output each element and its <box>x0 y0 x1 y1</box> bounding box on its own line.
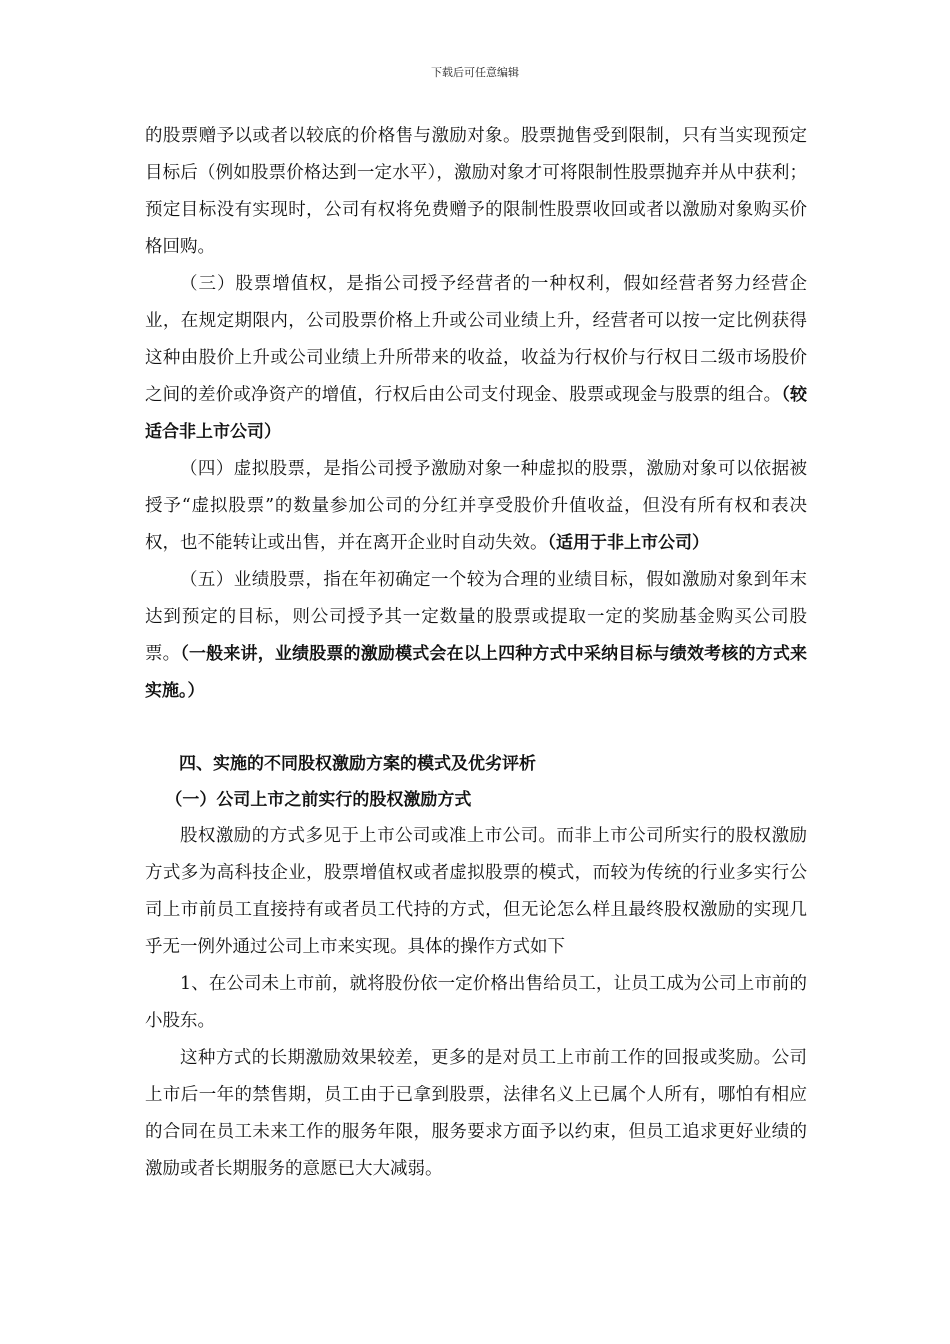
bold-note: （较适合非上市公司） <box>145 385 808 442</box>
paragraph-text: （三）股票增值权，是指公司授予经营者的一种权利，假如经营者努力经营企业，在规定期限内，公司股票价格上升或公司业绩上升，经营者可以按一定比例获得这种由股价上升或公司业绩上升所带来的收益，收益为行权价与行权日二级市场股价之间的差价或净资产的增值，行权后由公司支付现金、股票或现金与股票的组合。 <box>145 274 807 405</box>
bold-note: （一般来讲，业绩股票的激励模式会在以上四种方式中采纳目标与绩效考核的方式来实施。） <box>145 644 807 701</box>
spacer <box>145 710 807 746</box>
paragraph-text: （四）虚拟股票，是指公司授予激励对象一种虚拟的股票，激励对象可以依据被授予“虚拟股票”的数量参加公司的分红并享受股价升值收益，但没有所有权和表决权，也不能转让或出售，并在离开企业时自动失效。 <box>145 459 807 553</box>
paragraph-text: （五）业绩股票，指在年初确定一个较为合理的业绩目标，假如激励对象到年末达到预定的目标，则公司授予其一定数量的股票或提取一定的奖励基金购买公司股票。 <box>145 570 807 664</box>
paragraph-restricted-stock-cont: 的股票赠予以或者以较底的价格售与激励对象。股票抛售受到限制，只有当实现预定目标后（例如股票价格达到一定水平），激励对象才可将限制性股票抛弃并从中获利；预定目标没有实现时，公司有权将免费赠予的限制性股票收回或者以激励对象购买价格回购。 <box>145 126 807 257</box>
paragraph-stock-appreciation-rights <box>145 266 807 451</box>
paragraph-virtual-stock <box>145 451 807 562</box>
bold-note: （适用于非上市公司） <box>547 533 709 553</box>
document-body <box>145 118 807 1188</box>
paragraph-method-1-evaluation: 这种方式的长期激励效果较差，更多的是对员工上市前工作的回报或奖励。公司上市后一年的禁售期，员工由于已拿到股票，法律名义上已属个人所有，哪怕有相应的合同在员工未来工作的服务年限，服务要求方面予以约束，但员工追求更好业绩的激励或者长期服务的意愿已大大减弱。 <box>145 1048 807 1179</box>
section-heading: 四、实施的不同股权激励方案的模式及优劣评析 <box>179 754 536 774</box>
subsection-heading: （一）公司上市之前实行的股权激励方式 <box>165 790 472 810</box>
page-header: 下载后可任意编辑 <box>431 66 519 79</box>
paragraph-pre-ipo-intro: 股权激励的方式多见于上市公司或准上市公司。而非上市公司所实行的股权激励方式多为高科技企业，股票增值权或者虚拟股票的模式，而较为传统的行业多实行公司上市前员工直接持有或者员工代持的方式，但无论怎么样且最终股权激励的实现几乎无一例外通过公司上市来实现。具体的操作方式如下 <box>145 826 807 957</box>
paragraph-performance-stock <box>145 562 807 710</box>
paragraph-method-1: 1、在公司未上市前，就将股份依一定价格出售给员工，让员工成为公司上市前的小股东。 <box>145 974 807 1031</box>
